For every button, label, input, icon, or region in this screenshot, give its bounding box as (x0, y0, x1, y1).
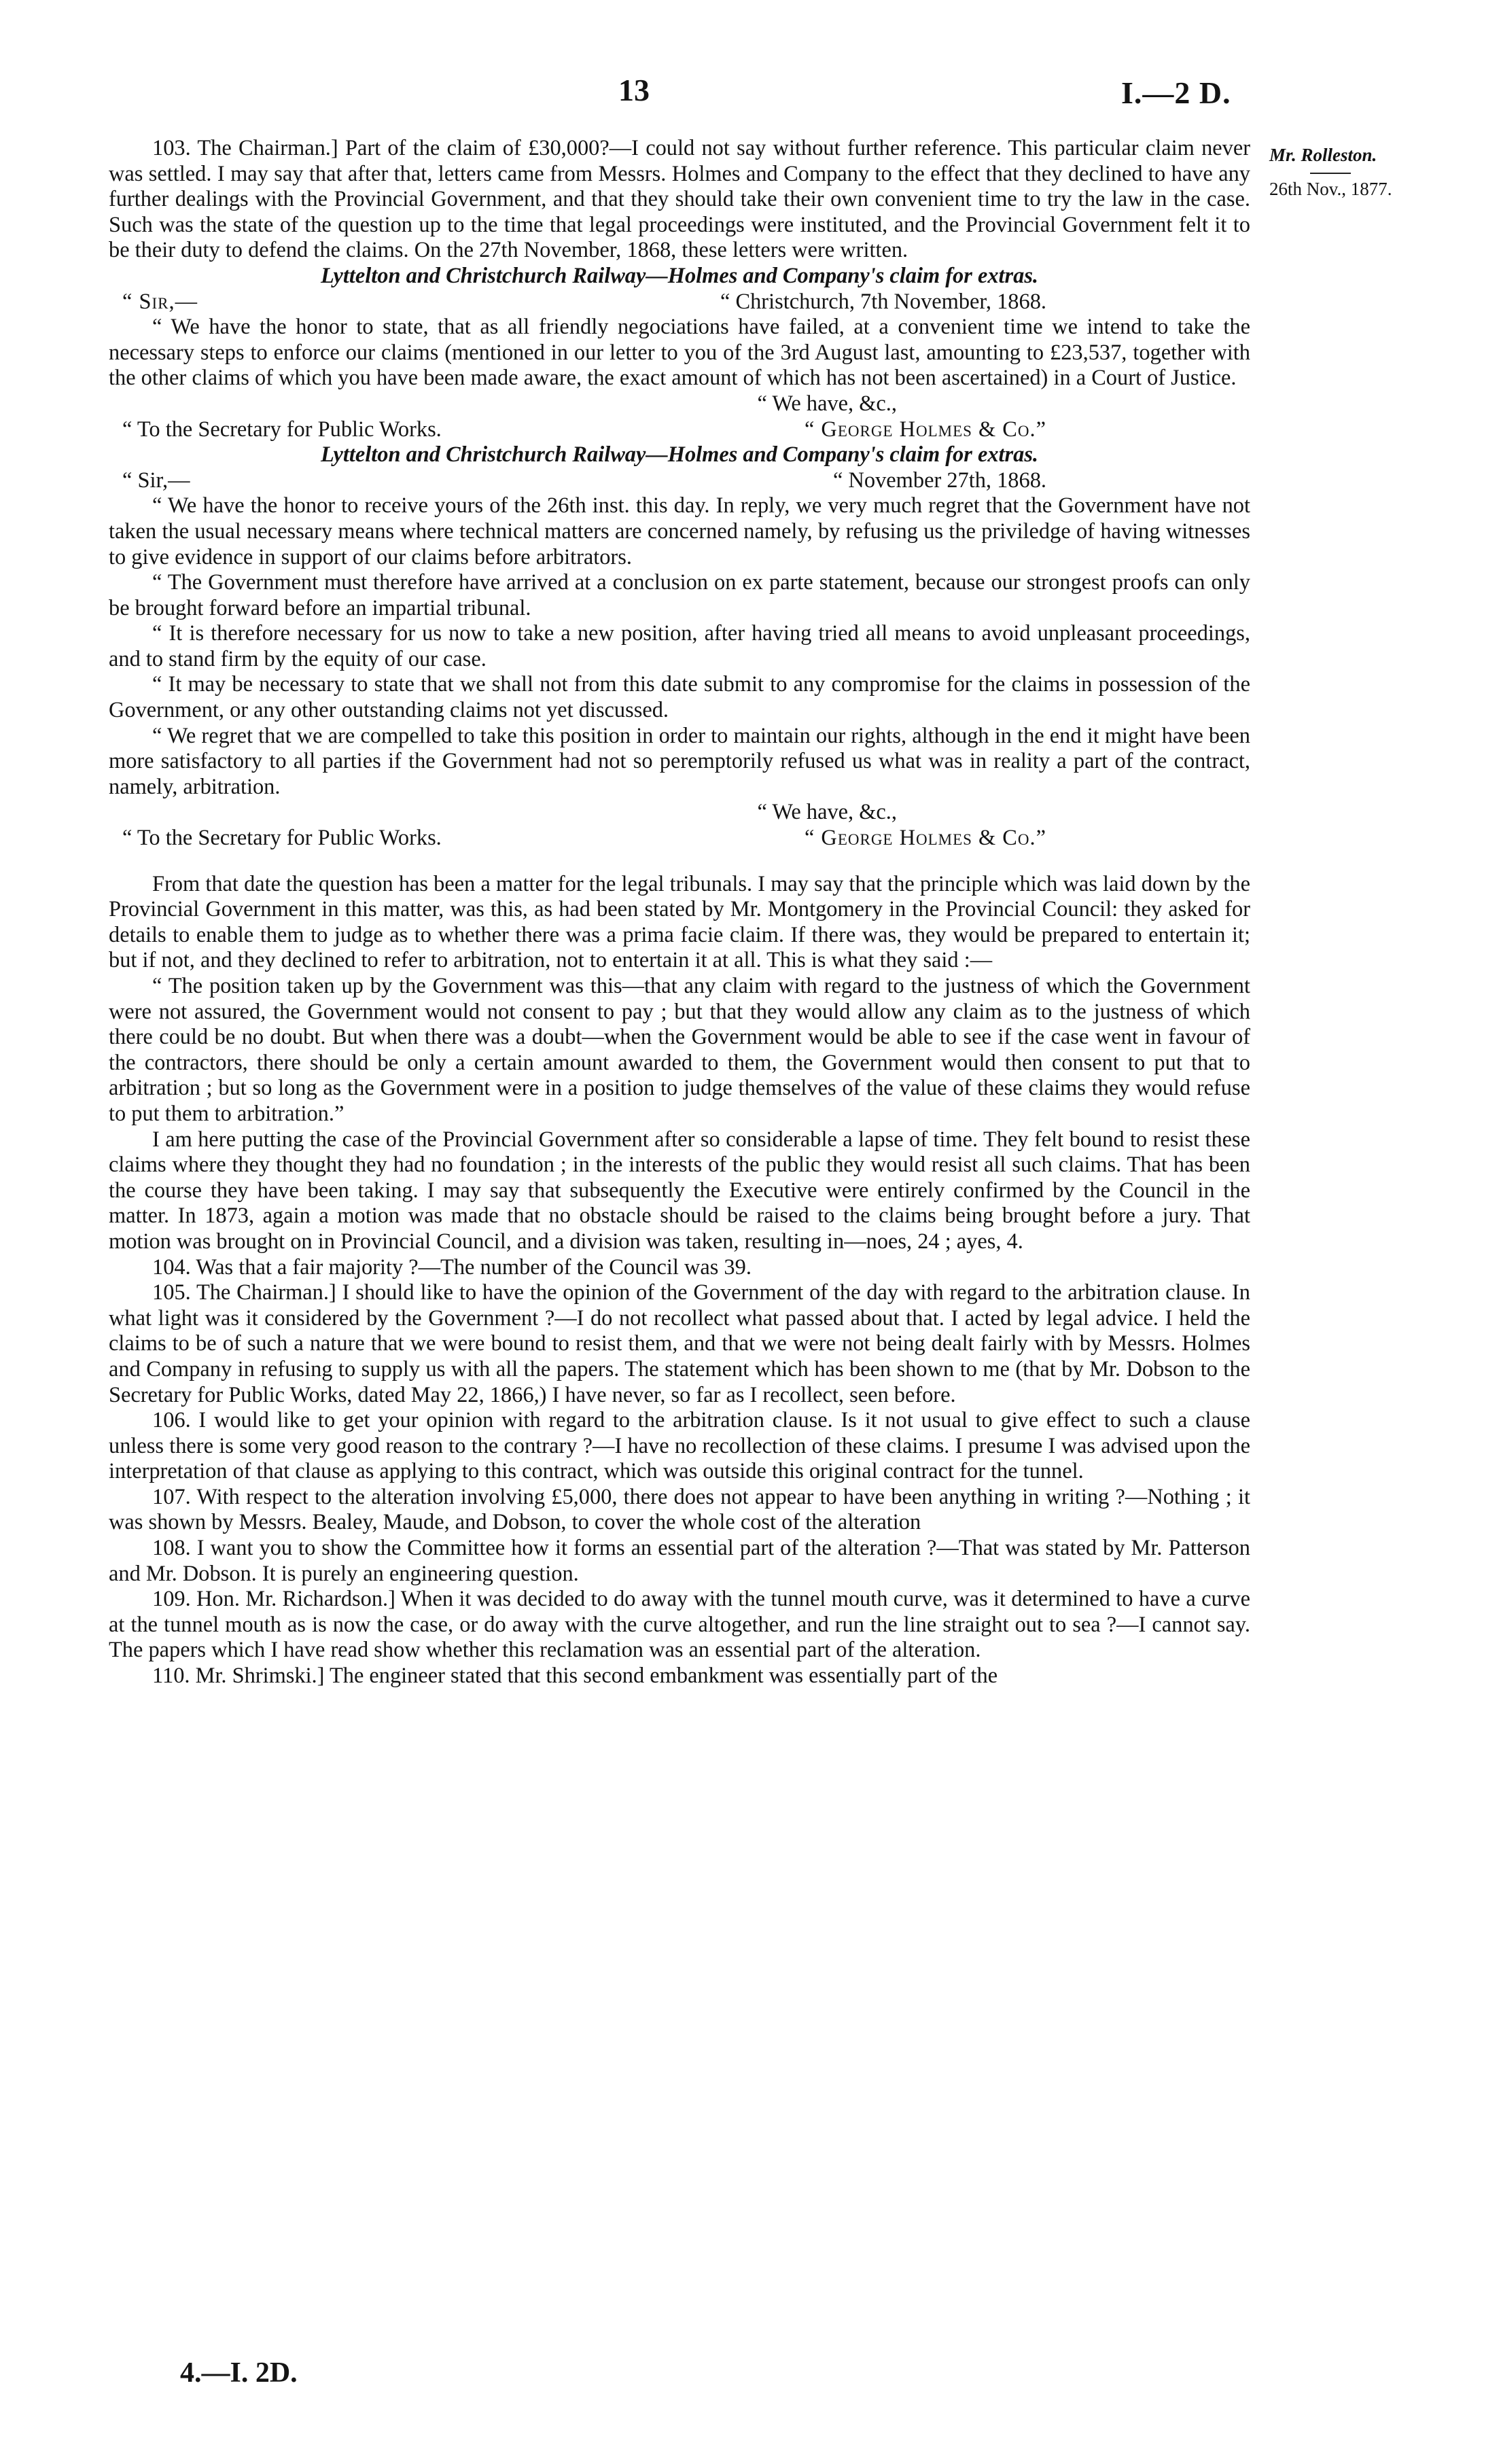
letter-2-paragraph-1: “ We have the honor to receive yours of the 26th inst. this day. In reply, we very much regret that the Government have not taken the usual necessary means where technical matters are concerned namely, by refusing us the priviledge of having witnesses to give evidence in support of our claims before arbitrators. (109, 493, 1250, 569)
letter-heading-1: Lyttelton and Christchurch Railway—Holmes and Company's claim for extras. (320, 263, 1039, 288)
paper-reference: I.—2 D. (1121, 75, 1231, 110)
margin-rule (1310, 173, 1351, 174)
page-number: 13 (618, 73, 650, 107)
letter-2-opening (109, 468, 1250, 494)
letter-2-close: “ We have, &c., (757, 800, 897, 825)
letter-1-addressee: “ To the Secretary for Public Works. (122, 417, 442, 442)
letter-1-footer (109, 417, 1250, 443)
letter-1-close: “ We have, &c., (757, 391, 897, 416)
letter-2-paragraph-4: “ It may be necessary to state that we shall not from this date submit to any compromise for the claims in possession of the Government, or any other outstanding claims not yet discussed. (109, 672, 1250, 723)
paragraph-government-position-quote: “ The position taken up by the Government was this—that any claim with regard to the justness of which the Government were not assured, the Government would not consent to pay ; but that they would allow any claim as to the justness of which there could be no doubt. But when there was a doubt—when the Government would be able to see if the case went in favour of the contractors, there should be only a certain amount awarded to them, the Government would then consent to put that to arbitration ; but so long as the Government were in a position to judge themselves of the value of these claims they would refuse to put them to arbitration.” (109, 974, 1250, 1126)
question-109: 109. Hon. Mr. Richardson.] When it was decided to do away with the tunnel mouth curve, was it determined to have a curve at the tunnel mouth as is now the case, or do away with the curve altogether, and run the line straight out to sea ?—I cannot say. The papers which I have read show whether this reclamation was an essential part of the alteration. (109, 1587, 1250, 1663)
paragraph-provincial-case: I am here putting the case of the Provincial Government after so considerable a lapse of time. They felt bound to resist these claims where they thought they had no foundation ; in the interests of the public they would resist all such claims. That has been the course they have been taking. I may say that subsequently the Executive were entirely confirmed by the Council in the matter. In 1873, again a motion was made that no obstacle should be raised to the claims being brought before a jury. That motion was brought on in Provincial Council, and a division was taken, resulting in—noes, 24 ; ayes, 4. (109, 1127, 1250, 1254)
letter-1-signature: “ George Holmes & Co.” (804, 417, 1046, 442)
letter-2-paragraph-2: “ The Government must therefore have arrived at a conclusion on ex parte statement, because our strongest proofs can only be brought forward before an impartial tribunal. (109, 570, 1250, 620)
question-106: 106. I would like to get your opinion with regard to the arbitration clause. Is it not usual to give effect to such a clause unless there is some very good reason to the contrary ?—I have no recollection of these claims. I presume I was advised upon the interpretation of that clause as applying to this contract, which was outside this original contract for the tunnel. (109, 1408, 1250, 1484)
question-103: 103. The Chairman.] Part of the claim of £30,000?—I could not say without further reference. This particular claim never was settled. I may say that after that, letters came from Messrs. Holmes and Company to the effect that they declined to have any further dealings with the Provincial Government, and that they should take their own convenient time to try the law in the case. Such was the state of the question up to the time that legal proceedings were instituted, and the Provincial Government felt it to be their duty to defend the claims. On the 27th November, 1868, these letters were written. (109, 136, 1250, 263)
question-110: 110. Mr. Shrimski.] The engineer stated that this second embankment was essentially part of the (152, 1664, 998, 1689)
letter-2-date: “ November 27th, 1868. (833, 468, 1046, 493)
letter-2-footer (109, 826, 1250, 851)
question-108: 108. I want you to show the Committee how it forms an essential part of the alteration ?—That was stated by Mr. Patterson and Mr. Dobson. It is purely an engineering question. (109, 1536, 1250, 1586)
question-107: 107. With respect to the alteration involving £5,000, there does not appear to have been anything in writing ?—Nothing ; it was shown by Messrs. Bealey, Maude, and Dobson, to cover the whole cost of the alteration (109, 1484, 1250, 1535)
letter-2-salutation: “ Sir,— (122, 468, 190, 493)
margin-note (1269, 141, 1494, 203)
question-105: 105. The Chairman.] I should like to have the opinion of the Government of the day with regard to the arbitration clause. In what light was it considered by the Government ?—I do not recollect what passed about that. I acted by legal advice. I held the claims to be of such a nature that we were bound to resist them, and that we were not being dealt fairly with by Messrs. Holmes and Company in refusing to supply us with all the papers. The statement which has been shown to me (that by Mr. Dobson to the Secretary for Public Works, dated May 22, 1866,) I have never, so far as I recollect, seen before. (109, 1280, 1250, 1407)
letter-1-place-date: “ Christchurch, 7th November, 1868. (720, 289, 1046, 314)
witness-date: 26th Nov., 1877. (1269, 179, 1392, 199)
letter-2-paragraph-3: “ It is therefore necessary for us now to take a new position, after having tried all means to avoid unpleasant proceedings, and to stand firm by the equity of our case. (109, 621, 1250, 671)
witness-name: Mr. Rolleston. (1269, 145, 1377, 165)
letter-2-signature: “ George Holmes & Co.” (804, 826, 1046, 851)
section-gap (109, 851, 1250, 872)
letter-1-opening (109, 289, 1250, 315)
letter-1-salutation: “ Sir,— (122, 289, 198, 314)
paragraph-legal-tribunals: From that date the question has been a matter for the legal tribunals. I may say that the principle which was laid down by the Provincial Government in this matter, was this, as had been stated by Mr. Montgomery in the Provincial Council: they asked for details to enable them to judge as to whether there was a prima facie claim. If there was, they would be prepared to entertain it; but if not, and they declined to refer to arbitration, not to entertain it at all. This is what they said :— (109, 871, 1250, 973)
letter-heading-2: Lyttelton and Christchurch Railway—Holmes and Company's claim for extras. (320, 442, 1039, 468)
body-text (109, 136, 1250, 1689)
question-104: 104. Was that a fair majority ?—The number of the Council was 39. (152, 1254, 752, 1280)
printer-signature-mark: 4.—I. 2D. (180, 2357, 298, 2389)
letter-2-addressee: “ To the Secretary for Public Works. (122, 826, 442, 851)
letter-1-body: “ We have the honor to state, that as all friendly negociations have failed, at a convenient time we intend to take the necessary steps to enforce our claims (mentioned in our letter to you of the 3rd August last, amounting to £23,537, together with the other claims of which you have been made aware, the exact amount of which has not been ascertained) in a Court of Justice. (109, 315, 1250, 391)
letter-2-paragraph-5: “ We regret that we are compelled to take this position in order to maintain our rights, although in the end it might have been more satisfactory to all parties if the Government had not so peremptorily refused us what was in reality a part of the contract, namely, arbitration. (109, 723, 1250, 799)
